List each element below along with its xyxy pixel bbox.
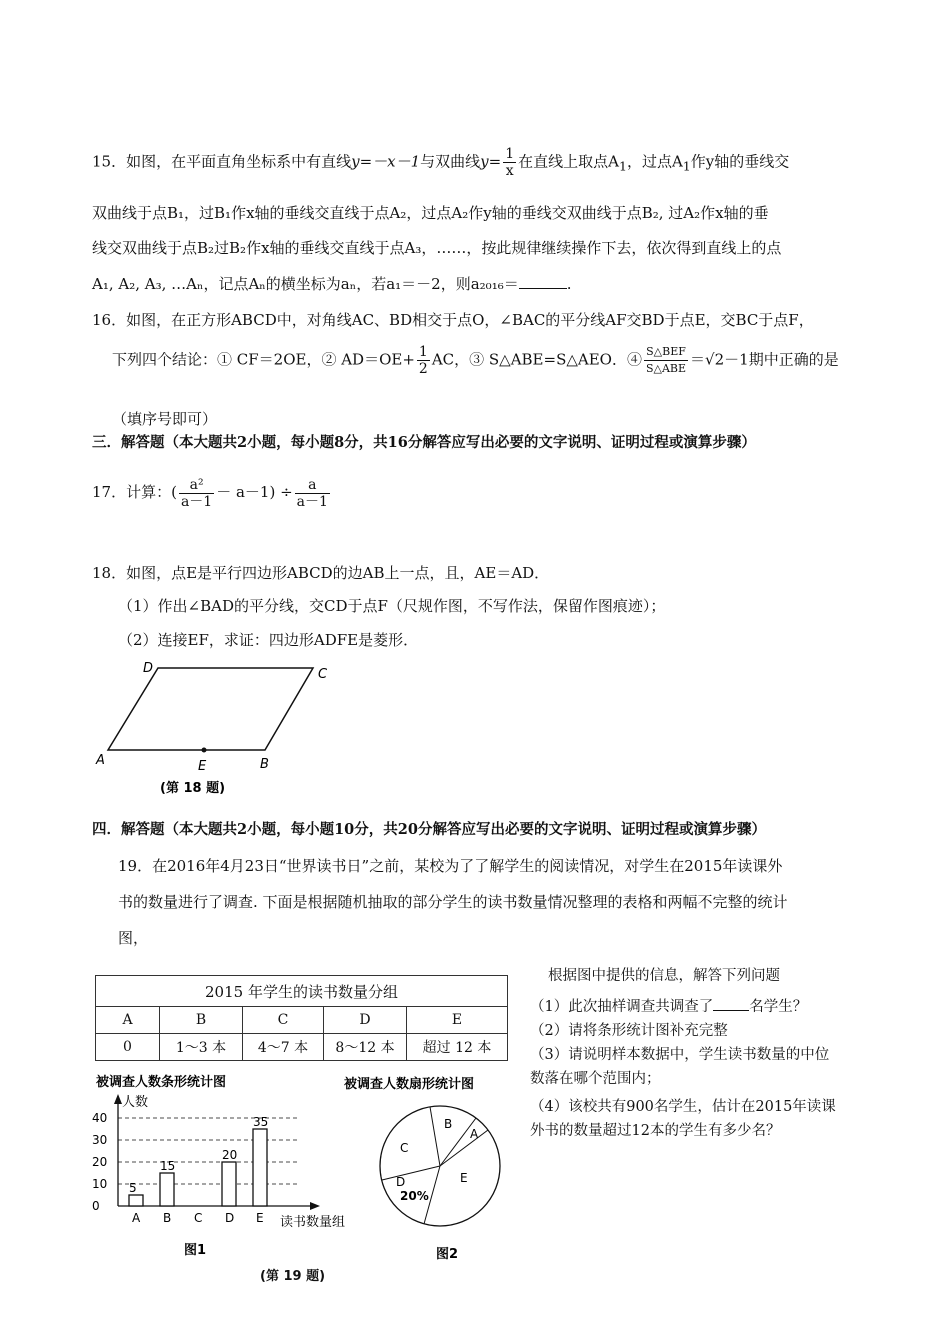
q16-line2: 下列四个结论：① CF＝2OE，② AD＝OE+ $\frac{1}{2}$ AC，③ S△ABE=S△AEO．④ $\frac{\text{S△BEF}}{\text{S△ABE}}$ ＝√2－1期中正确的是 <box>112 344 839 377</box>
x-tick-label: B <box>163 1211 172 1225</box>
q19-sub4-line1: （4）该校共有900名学生，估计在2015年读课 <box>530 1099 836 1115</box>
table-value-row: 0 1～3 本 4～7 本 8～12 本 超过 12 本 <box>96 1034 508 1061</box>
q15-line4: A₁, A₂, A₃, …Aₙ，记点Aₙ的横坐标为aₙ，若a₁＝－2，则a₂₀₁₆＝ . <box>92 275 572 293</box>
pie-label-d-percent: 20% <box>400 1189 429 1203</box>
table-title: 2015 年学生的读书数量分组 <box>96 976 508 1007</box>
pie-chart <box>340 1068 520 1268</box>
pie-label-d: D <box>396 1175 406 1189</box>
pie-chart-title: 被调查人数扇形统计图 <box>344 1077 475 1092</box>
bar-d <box>222 1162 236 1206</box>
y-axis-label: 人数 <box>122 1095 149 1110</box>
data-label: 20 <box>222 1148 238 1162</box>
label-b: B <box>260 757 269 772</box>
bar-e <box>253 1129 267 1206</box>
x-axis-label: 读书数量组 <box>280 1215 346 1230</box>
q19-sub1: （1）此次抽样调查共调查了 名学生？ <box>530 995 807 1019</box>
q18-line3: （2）连接EF，求证：四边形ADFE是菱形． <box>118 631 419 649</box>
x-axis-arrow <box>310 1202 320 1210</box>
q19-line3: 图， <box>118 929 149 947</box>
q17: 17．计算：( $\frac{\text{a²}}{a-1}$ － a－1) ÷ $\frac{a}{a-1}$ <box>92 476 328 510</box>
x-tick-label: C <box>194 1211 203 1225</box>
q19-intro: 根据图中提供的信息，解答下列问题 <box>548 968 780 984</box>
pie-divider-c-b <box>430 1107 440 1166</box>
answer-blank <box>713 996 749 1011</box>
section-3-heading: 三．解答题（本大题共2小题，每小题8分，共16分解答应写出必要的文字说明、证明过程或演算步骤） <box>92 434 756 451</box>
pie-label-e: E <box>460 1171 468 1185</box>
x-tick-label: E <box>256 1211 264 1225</box>
answer-blank <box>519 274 567 289</box>
q19-sub4-line2: 外书的数量超过12本的学生有多少名？ <box>530 1123 781 1139</box>
y-tick-label: 10 <box>92 1177 108 1191</box>
q19-sub3-line1: （3）请说明样本数据中，学生读书数量的中位 <box>530 1047 830 1063</box>
y-tick-label: 20 <box>92 1155 108 1169</box>
pie-label-c: C <box>400 1141 409 1155</box>
y-tick-label: 30 <box>92 1133 108 1147</box>
y-tick-label: 0 <box>92 1199 100 1213</box>
bar-chart <box>88 1068 348 1268</box>
fig2-label: 图2 <box>436 1247 459 1262</box>
data-label: 5 <box>129 1181 137 1195</box>
parallelogram-figure <box>90 658 350 798</box>
pie-divider-a-e <box>440 1130 488 1166</box>
label-d: D <box>143 661 154 676</box>
x-tick-label: D <box>225 1211 235 1225</box>
q19-sub3-line2: 数落在哪个范围内； <box>530 1071 661 1087</box>
label-a: A <box>96 753 105 768</box>
q15-fraction: $\frac{1}{x}$ <box>505 146 515 179</box>
label-e: E <box>198 759 207 774</box>
parallelogram-abcd <box>108 668 313 750</box>
y-tick-label: 40 <box>92 1111 108 1125</box>
pie-label-b: B <box>444 1117 453 1131</box>
q15-line2: 双曲线于点B₁，过B₁作x轴的垂线交直线于点A₂，过点A₂作y轴的垂线交双曲线于点B₂, 过A₂作x轴的垂 <box>92 204 769 222</box>
section-4-heading: 四．解答题（本大题共2小题，每小题10分，共20分解答应写出必要的文字说明、证明过程或演算步骤） <box>92 821 766 838</box>
grouping-table <box>95 975 508 1061</box>
q18-caption: (第 18 题) <box>160 781 226 796</box>
data-label: 35 <box>253 1115 269 1129</box>
q15-line3: 线交双曲线于点B₂过B₂作x轴的垂线交直线于点A₃，……，按此规律继续操作下去，依次得到直线上的点 <box>92 239 782 257</box>
q15-line1: 15．如图，在平面直角坐标系中有直线y=－x－1与双曲线y= $\frac{1}{x}$ 在直线上取点$A_1$，过点$A_1$作y轴的垂线交 <box>92 146 790 179</box>
q16-line1: 16．如图，在正方形ABCD中，对角线AC、BD相交于点O，∠BAC的平分线AF交BD于点E，交BC于点F， <box>92 311 814 329</box>
q16-line3: （填序号即可） <box>112 410 218 428</box>
label-c: C <box>318 667 328 682</box>
x-tick-label: A <box>132 1211 141 1225</box>
fig1-label: 图1 <box>184 1243 207 1258</box>
bar-b <box>160 1173 174 1206</box>
q19-line2: 书的数量进行了调查. 下面是根据随机抽取的部分学生的读书数量情况整理的表格和两幅不完整的统计 <box>118 893 788 911</box>
q18-line2: （1）作出∠BAD的平分线，交CD于点F（尺规作图，不写作法，保留作图痕迹）； <box>118 597 666 615</box>
y-axis-arrow <box>114 1094 122 1104</box>
q19-line1: 19．在2016年4月23日“世界读书日”之前，某校为了了解学生的阅读情况，对学生在2015年读课外 <box>118 857 783 875</box>
point-e <box>202 748 207 753</box>
q19-sub2: （2）请将条形统计图补充完整 <box>530 1023 728 1039</box>
bar-chart-title: 被调查人数条形统计图 <box>96 1075 227 1090</box>
q18-line1: 18．如图，点E是平行四边形ABCD的边AB上一点，且，AE＝AD． <box>92 564 550 582</box>
table-header-row: A B C D E <box>96 1007 508 1034</box>
pie-divider-d-c <box>382 1166 440 1180</box>
data-label: 15 <box>160 1159 176 1173</box>
pie-label-a: A <box>470 1127 479 1141</box>
bar-a <box>129 1195 143 1206</box>
q19-caption: (第 19 题) <box>260 1269 326 1284</box>
